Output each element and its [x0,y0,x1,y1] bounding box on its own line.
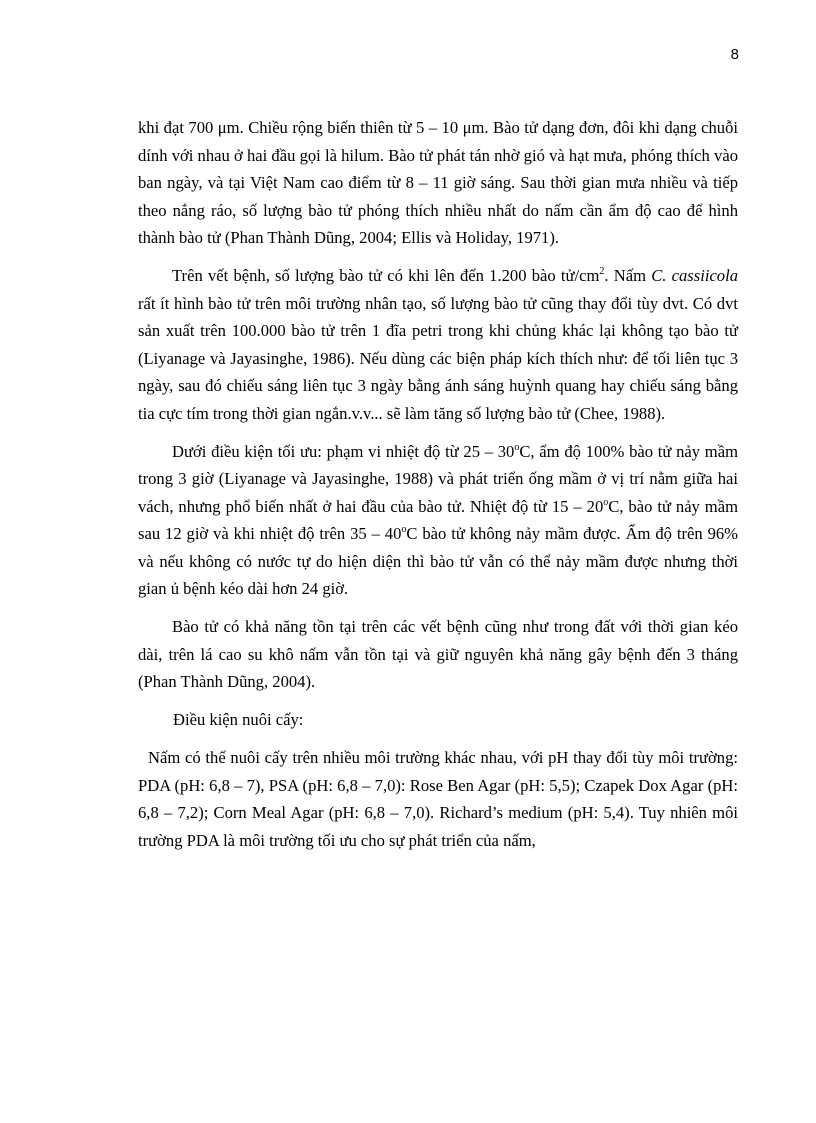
text-segment: Trên vết bệnh, số lượng bào tử có khi lên đến 1.200 bào tử/cm [172,266,600,285]
degree-superscript: o [401,524,407,535]
degree-superscript: o [603,496,609,508]
text-segment: rất ít hình bào tử trên môi trường nhân tạo, số lượng bào tử cũng thay đổi tùy dvt. Có dvt sản xuất trên 100.000 bào tử trên 1 đĩa petri trong khi chủng khác lại không tạo bào tử (Liyanage và Jayasinghe, 1986). Nếu dùng các biện pháp kích thích như: để tối liên tục 3 ngày, sau đó chiếu sáng liên tục 3 ngày bằng ánh sáng huỳnh quang hay chiếu sáng bằng tia cực tím trong thời gian ngắn.v.v... sẽ làm tăng số lượng bào tử (Chee, 1988). [138,293,738,423]
page-number: 8 [730,46,739,63]
section-label-culture-conditions: Điều kiện nuôi cấy: [173,710,304,729]
paragraph-spore-count [138,262,738,427]
body-text [138,114,738,865]
species-name: C. cassiicola [651,266,739,285]
paragraph-spore-description: khi đạt 700 μm. Chiều rộng biến thiên từ 5 – 10 μm. Bào tử dạng đơn, đôi khi dạng chuỗi dính với nhau ở hai đầu gọi là hilum. Bào tử phát tán nhờ gió và hạt mưa, phóng thích vào ban ngày, và tại Việt Nam cao điểm từ 8 – 11 giờ sáng. Sau thời gian mưa nhiều và tiếp theo nắng ráo, số lượng bào tử phóng thích nhiều nhất do nấm cần ẩm độ cao để hình thành bào tử (Phan Thành Dũng, 2004; Ellis và Holiday, 1971). [138,118,738,247]
text-segment: . Nấm [604,266,652,285]
paragraph-culture-media: Nấm có thể nuôi cấy trên nhiều môi trường khác nhau, với pH thay đổi tùy môi trường: PDA (pH: 6,8 – 7), PSA (pH: 6,8 – 7,0): Rose Ben Agar (pH: 5,5); Czapek Dox Agar (pH: 6,8 – 7,2); Corn Meal Agar (pH: 6,8 – 7,0). Richard’s medium (pH: 5,4). Tuy nhiên môi trường PDA là môi trường tối ưu cho sự phát triển của nấm, [138,748,738,850]
superscript: 2 [599,266,605,277]
paragraph-survival: Bào tử có khả năng tồn tại trên các vết bệnh cũng như trong đất với thời gian kéo dài, trên lá cao su khô nấm vẫn tồn tại và giữ nguyên khả năng gây bệnh đến 3 tháng (Phan Thành Dũng, 2004). [138,617,738,691]
text-segment: C, ẩm độ 100% bào tử nảy mầm trong 3 giờ (Liyanage và Jayasinghe, 1988) và phát triển ống mầm ở vị trí nằm giữa hai vách, nhưng phổ biến nhất ở hai đầu của bào tử. Nhiệt độ từ 15 – 20 [138,441,738,516]
text-segment: C, bào tử nảy mầm sau 12 giờ và khi nhiệt độ trên 35 – 40 [138,496,738,543]
degree-superscript: o [514,441,520,453]
paragraph-optimal-conditions [138,438,738,603]
text-segment: Dưới điều kiện tối ưu: phạm vi nhiệt độ từ 25 – 30 [172,441,515,461]
text-segment: C bào tử không nảy mầm được. Ẩm độ trên 96% và nếu không có nước tự do hiện diện thì bào tử vẫn có thể nảy mầm được nhưng thời gian ủ bệnh kéo dài hơn 24 giờ. [138,524,738,598]
